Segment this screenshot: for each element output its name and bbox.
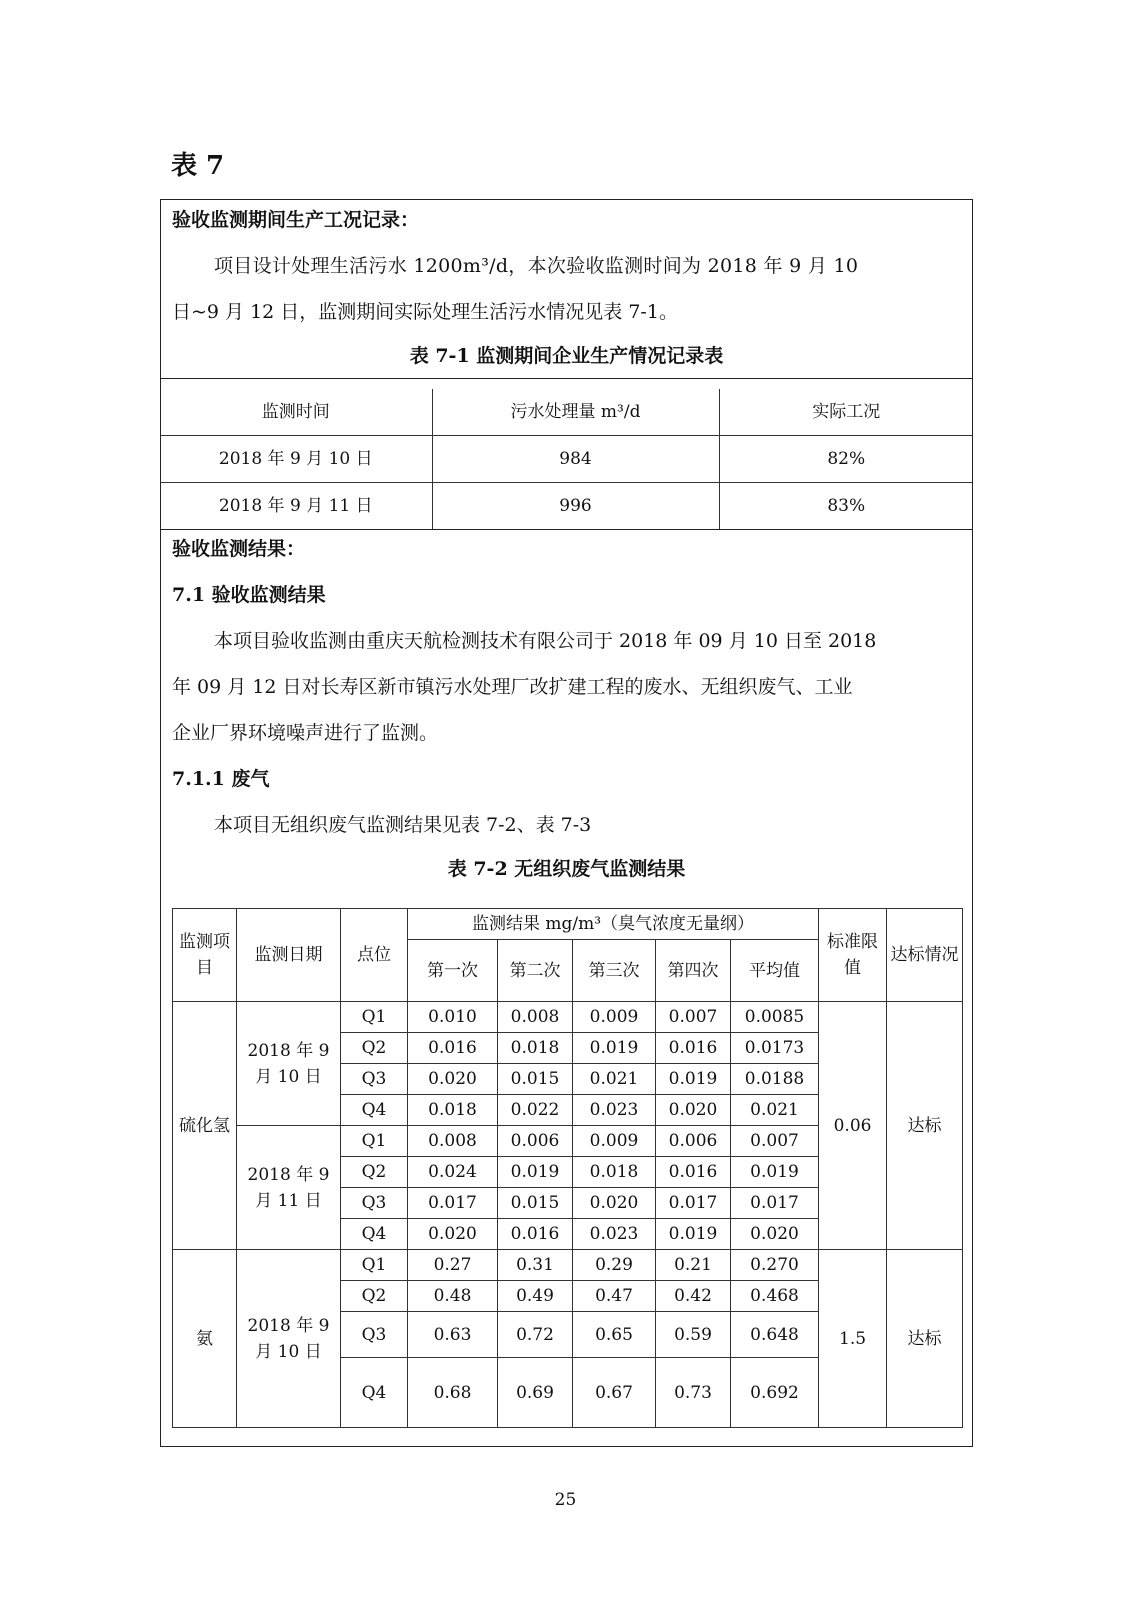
value-cell: 0.009	[573, 1002, 656, 1033]
pollutant-cell: 硫化氢	[173, 1002, 237, 1250]
header-cell: 污水处理量 m³/d	[432, 389, 719, 436]
value-cell: 0.019	[573, 1033, 656, 1064]
table-header-row	[160, 389, 973, 436]
value-cell: 0.67	[573, 1358, 656, 1428]
header-cell: 监测时间	[160, 389, 432, 436]
point-cell: Q4	[341, 1095, 408, 1126]
value-cell: 0.73	[656, 1358, 731, 1428]
value-cell: 0.0085	[731, 1002, 819, 1033]
value-cell: 0.68	[408, 1358, 498, 1428]
header-cell: 第一次	[408, 940, 498, 1002]
value-cell: 0.008	[408, 1126, 498, 1157]
date-cell: 2018 年 9 月 11 日	[237, 1126, 341, 1250]
table-cell: 82%	[719, 436, 973, 483]
status-cell: 达标	[887, 1002, 963, 1250]
divider	[160, 378, 973, 379]
header-cell: 达标情况	[887, 909, 963, 1002]
value-cell: 0.020	[656, 1095, 731, 1126]
value-cell: 0.270	[731, 1250, 819, 1281]
value-cell: 0.016	[656, 1157, 731, 1188]
header-cell: 监测日期	[237, 909, 341, 1002]
value-cell: 0.020	[573, 1188, 656, 1219]
value-cell: 0.018	[573, 1157, 656, 1188]
date-cell: 2018 年 9 月 10 日	[237, 1250, 341, 1428]
value-cell: 0.59	[656, 1312, 731, 1358]
page-number: 25	[554, 1490, 577, 1510]
value-cell: 0.0188	[731, 1064, 819, 1095]
value-cell: 0.020	[408, 1064, 498, 1095]
point-cell: Q2	[341, 1033, 408, 1064]
value-cell: 0.468	[731, 1281, 819, 1312]
header-cell: 监测结果 mg/m³（臭气浓度无量纲）	[408, 909, 819, 940]
value-cell: 0.019	[498, 1157, 573, 1188]
point-cell: Q2	[341, 1281, 408, 1312]
value-cell: 0.015	[498, 1188, 573, 1219]
header-cell: 第四次	[656, 940, 731, 1002]
value-cell: 0.47	[573, 1281, 656, 1312]
point-cell: Q4	[341, 1219, 408, 1250]
point-cell: Q3	[341, 1312, 408, 1358]
header-cell: 点位	[341, 909, 408, 1002]
value-cell: 0.42	[656, 1281, 731, 1312]
table-row	[160, 436, 973, 483]
table-body	[173, 1002, 963, 1428]
value-cell: 0.692	[731, 1358, 819, 1428]
limit-cell: 0.06	[819, 1002, 887, 1250]
value-cell: 0.006	[656, 1126, 731, 1157]
value-cell: 0.019	[731, 1157, 819, 1188]
limit-cell: 1.5	[819, 1250, 887, 1428]
table-cell: 2018 年 9 月 11 日	[160, 483, 432, 530]
table-row	[173, 1250, 963, 1281]
value-cell: 0.29	[573, 1250, 656, 1281]
waste-gas-paragraph: 本项目无组织废气监测结果见表 7-2、表 7-3	[214, 814, 592, 836]
results-paragraph-line2: 年 09 月 12 日对长寿区新市镇污水处理厂改扩建工程的废水、无组织废气、工业	[172, 676, 853, 698]
section-title-production: 验收监测期间生产工况记录：	[172, 209, 420, 231]
value-cell: 0.49	[498, 1281, 573, 1312]
header-cell: 平均值	[731, 940, 819, 1002]
table-cell: 2018 年 9 月 10 日	[160, 436, 432, 483]
table-cell: 83%	[719, 483, 973, 530]
value-cell: 0.016	[656, 1033, 731, 1064]
value-cell: 0.022	[498, 1095, 573, 1126]
value-cell: 0.008	[498, 1002, 573, 1033]
value-cell: 0.007	[731, 1126, 819, 1157]
table-header-row	[173, 909, 963, 940]
value-cell: 0.017	[656, 1188, 731, 1219]
value-cell: 0.72	[498, 1312, 573, 1358]
value-cell: 0.021	[731, 1095, 819, 1126]
value-cell: 0.0173	[731, 1033, 819, 1064]
value-cell: 0.69	[498, 1358, 573, 1428]
point-cell: Q2	[341, 1157, 408, 1188]
point-cell: Q1	[341, 1250, 408, 1281]
page-heading: 表 7	[171, 151, 225, 181]
header-cell: 标准限值	[819, 909, 887, 1002]
value-cell: 0.006	[498, 1126, 573, 1157]
subsubsection-title: 7.1.1 废气	[172, 768, 270, 790]
header-cell: 监测项目	[173, 909, 237, 1002]
date-cell: 2018 年 9 月 10 日	[237, 1002, 341, 1126]
value-cell: 0.018	[498, 1033, 573, 1064]
value-cell: 0.48	[408, 1281, 498, 1312]
value-cell: 0.016	[498, 1219, 573, 1250]
point-cell: Q1	[341, 1126, 408, 1157]
value-cell: 0.018	[408, 1095, 498, 1126]
table-row	[173, 1002, 963, 1033]
value-cell: 0.017	[731, 1188, 819, 1219]
point-cell: Q4	[341, 1358, 408, 1428]
value-cell: 0.65	[573, 1312, 656, 1358]
waste-gas-table	[172, 908, 963, 1428]
results-paragraph-line1: 本项目验收监测由重庆天航检测技术有限公司于 2018 年 09 月 10 日至 2018	[214, 630, 877, 652]
value-cell: 0.21	[656, 1250, 731, 1281]
value-cell: 0.015	[498, 1064, 573, 1095]
divider	[160, 529, 973, 530]
table-7-1-caption: 表 7-1 监测期间企业生产情况记录表	[409, 345, 724, 367]
table-cell: 984	[432, 436, 719, 483]
table-row	[160, 483, 973, 530]
value-cell: 0.024	[408, 1157, 498, 1188]
value-cell: 0.648	[731, 1312, 819, 1358]
table-7-2-caption: 表 7-2 无组织废气监测结果	[447, 858, 686, 880]
value-cell: 0.020	[408, 1219, 498, 1250]
value-cell: 0.021	[573, 1064, 656, 1095]
value-cell: 0.023	[573, 1095, 656, 1126]
value-cell: 0.31	[498, 1250, 573, 1281]
pollutant-cell: 氨	[173, 1250, 237, 1428]
value-cell: 0.019	[656, 1064, 731, 1095]
point-cell: Q3	[341, 1064, 408, 1095]
point-cell: Q3	[341, 1188, 408, 1219]
header-cell: 第二次	[498, 940, 573, 1002]
value-cell: 0.010	[408, 1002, 498, 1033]
point-cell: Q1	[341, 1002, 408, 1033]
value-cell: 0.27	[408, 1250, 498, 1281]
value-cell: 0.020	[731, 1219, 819, 1250]
production-paragraph-line2: 日~9 月 12 日，监测期间实际处理生活污水情况见表 7-1。	[172, 301, 678, 323]
value-cell: 0.009	[573, 1126, 656, 1157]
value-cell: 0.016	[408, 1033, 498, 1064]
results-paragraph-line3: 企业厂界环境噪声进行了监测。	[172, 722, 439, 744]
value-cell: 0.007	[656, 1002, 731, 1033]
value-cell: 0.019	[656, 1219, 731, 1250]
section-title-results: 验收监测结果：	[172, 538, 306, 560]
value-cell: 0.017	[408, 1188, 498, 1219]
status-cell: 达标	[887, 1250, 963, 1428]
header-cell: 实际工况	[719, 389, 973, 436]
subsection-title: 7.1 验收监测结果	[172, 584, 326, 606]
production-paragraph-line1: 项目设计处理生活污水 1200m³/d，本次验收监测时间为 2018 年 9 月 10	[214, 255, 859, 277]
value-cell: 0.63	[408, 1312, 498, 1358]
header-cell: 第三次	[573, 940, 656, 1002]
value-cell: 0.023	[573, 1219, 656, 1250]
production-table	[160, 389, 973, 529]
table-cell: 996	[432, 483, 719, 530]
